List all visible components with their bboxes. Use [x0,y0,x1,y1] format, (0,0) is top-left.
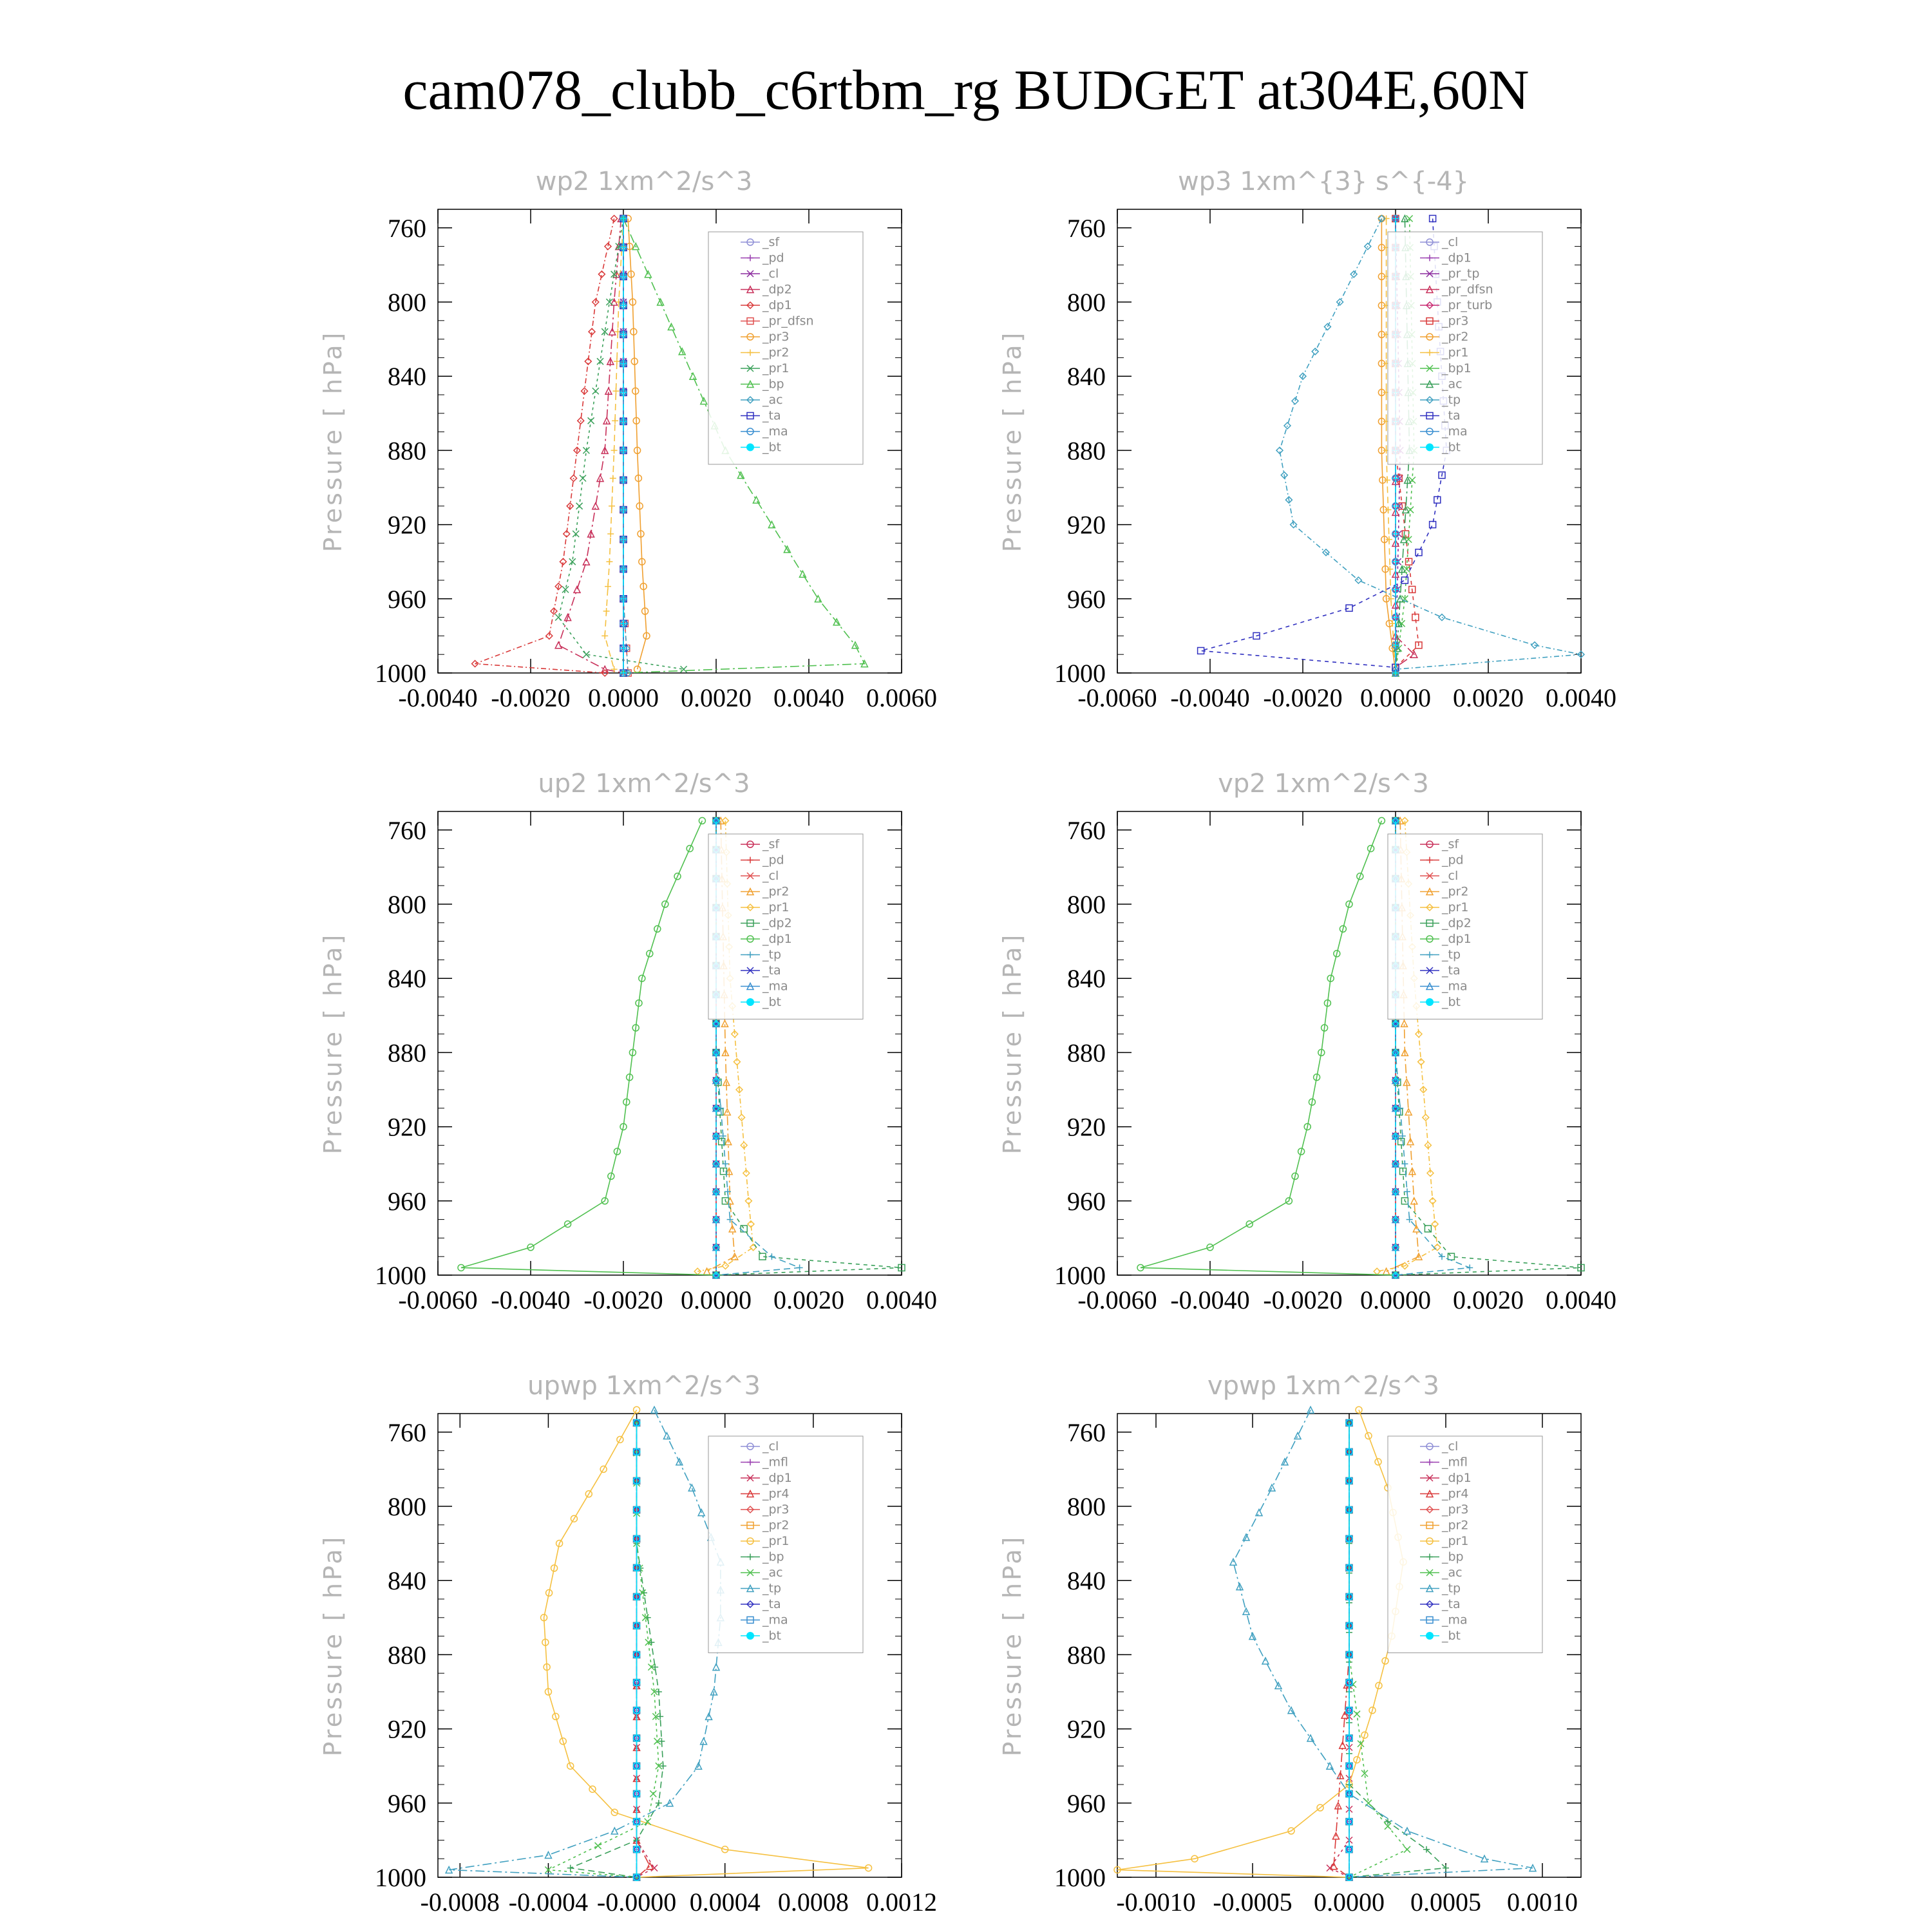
data-point [1481,1855,1488,1862]
series-pr3 [625,215,650,672]
panel-4 [998,769,1616,1314]
legend-label: _pr2 [762,1518,790,1533]
series-line [1141,820,1396,1275]
legend-label: _cl [1442,869,1459,883]
legend-label: _pd [762,853,784,867]
y-tick-label: 1000 [375,659,426,688]
legend-label: _ta [1442,1597,1461,1611]
legend-label: _dp1 [762,1471,792,1485]
data-point [688,1484,695,1491]
legend-label: _tp [1442,393,1461,407]
panel-title: vpwp 1xm^2/s^3 [1207,1371,1440,1401]
legend-label: _tp [1442,947,1461,962]
x-tick-label: 0.0040 [773,683,844,712]
legend-label: _ac [1442,1566,1463,1580]
y-tick-label: 800 [388,288,426,317]
x-tick-label: -0.0005 [1213,1888,1293,1917]
panel-1 [319,167,937,712]
legend-label: _dp2 [1442,916,1472,931]
legend-label: _bt [1442,1629,1461,1643]
legend-label: _bt [762,1629,782,1643]
legend-label: _pr1 [1442,1534,1469,1548]
legend-label: _pr2 [1442,884,1469,899]
data-point [1430,522,1436,528]
data-point [583,558,589,565]
data-point [605,583,611,590]
legend-marker [1426,998,1434,1006]
data-point [610,475,616,482]
legend [708,1436,863,1653]
y-tick-label: 760 [1067,815,1106,845]
legend-label: _bt [762,440,782,455]
y-tick-label: 840 [388,964,426,994]
panel-title: wp2 1xm^2/s^3 [535,167,753,196]
data-point [652,1664,658,1671]
y-axis-label: Pressure [ hPa] [998,932,1027,1155]
legend-label: _tp [762,1581,782,1596]
y-tick-label: 960 [1067,1186,1106,1216]
y-tick-label: 920 [388,1112,426,1142]
legend-label: _pr3 [762,330,790,344]
x-tick-label: 0.0000 [1360,683,1431,712]
x-tick-label: -0.0040 [491,1285,571,1314]
data-point [555,614,562,621]
legend-label: _bp1 [1442,361,1472,375]
y-tick-label: 800 [388,890,426,919]
legend-label: _dp2 [762,282,792,297]
y-tick-label: 1000 [1054,1863,1106,1892]
y-tick-label: 840 [388,1566,426,1596]
data-point [595,1842,601,1849]
data-point [609,328,616,335]
panel-title: up2 1xm^2/s^3 [538,769,750,799]
panel-title: vp2 1xm^2/s^3 [1218,769,1429,799]
legend [708,232,863,464]
series-line [475,218,614,673]
x-tick-label: 0.0008 [777,1888,849,1917]
legend-label: _pr1 [762,361,790,375]
legend-label: _tp [1442,1581,1461,1596]
x-tick-label: 0.0040 [866,1285,937,1314]
data-point [603,608,610,614]
series-ac [545,1419,661,1880]
x-tick-label: 0.0012 [866,1888,937,1917]
y-tick-label: 800 [1067,1492,1106,1521]
x-tick-label: -0.0040 [1170,683,1250,712]
y-tick-label: 880 [388,436,426,466]
data-point [1423,1114,1429,1121]
legend-label: _cl [762,1439,779,1454]
data-point [1401,577,1408,583]
legend-label: _pr1 [1442,900,1469,914]
figure-title: cam078_clubb_c6rtbm_rg BUDGET at304E,60N [402,59,1530,122]
data-point [1354,1711,1360,1718]
legend-label: _bt [1442,995,1461,1009]
data-point [609,503,615,509]
y-tick-label: 960 [1067,1788,1106,1818]
data-point [815,596,821,602]
data-point [607,531,614,537]
legend-label: _pr_tp [1442,267,1480,281]
y-tick-label: 920 [1067,1112,1106,1142]
legend-label: _pr4 [1442,1486,1469,1501]
series-ac [620,215,631,676]
data-point [1327,1763,1333,1769]
y-tick-label: 880 [1067,436,1106,466]
legend [1388,1436,1542,1653]
data-point [580,475,586,482]
x-tick-label: -0.0060 [398,1285,478,1314]
legend-label: _ac [762,1566,783,1580]
y-tick-label: 960 [388,584,426,614]
legend-label: _pr2 [762,884,790,899]
y-tick-label: 1000 [1054,659,1106,688]
x-tick-label: -0.0060 [1077,683,1157,712]
x-tick-label: 0.0060 [866,683,937,712]
x-tick-label: 0.0000 [1314,1888,1385,1917]
x-tick-label: -0.0020 [583,1285,663,1314]
legend-label: _pr_turb [1442,298,1493,312]
y-tick-label: 1000 [1054,1261,1106,1290]
legend-label: _pr2 [1442,1518,1469,1533]
panel-6 [998,1371,1581,1917]
panel-3 [319,769,937,1314]
data-point [797,1264,803,1271]
legend-label: _ma [1442,1613,1468,1627]
y-axis-label: Pressure [ hPa] [998,1534,1027,1757]
legend-label: _bt [1442,440,1461,455]
legend-label: _bt [762,995,782,1009]
legend-marker [1426,1632,1434,1640]
series-dp1 [472,215,618,676]
data-point [1389,620,1396,627]
series-dp2 [555,215,627,676]
legend-label: _dp1 [762,932,792,946]
legend-marker [746,444,754,451]
y-tick-label: 840 [388,362,426,392]
y-axis-label: Pressure [ hPa] [319,1534,347,1757]
series-line [449,1410,721,1877]
data-point [768,1253,775,1260]
legend-label: _mfl [762,1455,788,1470]
data-point [574,586,580,592]
legend-label: _pr3 [1442,314,1469,328]
legend-label: _ta [762,408,781,423]
x-tick-label: -0.0000 [596,1888,677,1917]
legend-label: _dp1 [1442,251,1472,265]
y-tick-label: 960 [388,1788,426,1818]
y-tick-label: 760 [388,213,426,243]
y-tick-label: 880 [1067,1640,1106,1670]
data-point [576,503,583,509]
x-tick-label: 0.0000 [681,1285,752,1314]
series-pr2 [601,215,627,672]
x-tick-label: 0.0020 [681,683,752,712]
series-dp1 [1327,1419,1352,1880]
y-tick-label: 840 [1067,1566,1106,1596]
legend-label: _ta [762,963,781,978]
series-line [637,1423,654,1877]
data-point [569,558,576,565]
legend-label: _dp1 [762,298,792,312]
legend-label: _ma [1442,979,1468,994]
legend-label: _ac [1442,377,1463,392]
legend-label: _ma [762,979,788,994]
x-tick-label: -0.0040 [398,683,478,712]
data-point [611,447,618,453]
series-line [1117,1410,1403,1877]
legend-marker [746,1632,754,1640]
legend-label: _tp [762,947,782,962]
data-point [768,522,775,528]
data-point [592,388,599,394]
legend-label: _dp1 [1442,932,1472,946]
y-tick-label: 1000 [375,1261,426,1290]
x-tick-label: 0.0004 [689,1888,761,1917]
legend [1388,834,1542,1019]
legend-label: _mfl [1442,1455,1468,1470]
series-line [628,218,647,669]
y-axis-label: Pressure [ hPa] [998,330,1027,553]
y-tick-label: 880 [1067,1038,1106,1068]
series-pr1 [1114,1406,1406,1880]
legend-label: _cl [762,869,779,883]
data-point [1416,549,1422,556]
data-point [614,358,620,365]
data-point [1312,348,1318,355]
data-point [611,1828,618,1834]
data-point [1404,1828,1410,1834]
legend-label: _ac [762,393,783,407]
legend-label: _pr2 [1442,330,1469,344]
series-line [623,218,628,673]
x-tick-label: -0.0020 [491,683,571,712]
y-tick-label: 760 [388,815,426,845]
y-tick-label: 840 [1067,362,1106,392]
y-tick-label: 760 [1067,1417,1106,1447]
y-tick-label: 920 [1067,510,1106,540]
data-point [612,417,618,424]
y-tick-label: 920 [388,510,426,540]
legend-marker [746,998,754,1006]
data-point [1346,605,1352,611]
data-point [588,417,594,424]
data-point [1294,1433,1301,1439]
legend-label: _dp1 [1442,1471,1472,1485]
x-tick-label: 0.0040 [1546,1285,1616,1314]
legend-label: _pr3 [1442,1502,1469,1517]
data-point [641,1589,647,1596]
legend-label: _sf [762,235,780,249]
legend-label: _pr3 [762,1502,790,1517]
data-point [690,373,696,379]
x-tick-label: -0.0010 [1116,1888,1196,1917]
legend-marker [1426,444,1434,451]
x-tick-label: -0.0020 [1263,683,1343,712]
legend-label: _ta [1442,408,1461,423]
data-point [753,497,759,503]
x-tick-label: 0.0020 [1453,683,1524,712]
data-point [656,1800,662,1806]
series-dp1 [458,817,719,1278]
series-line [548,1423,658,1877]
legend-label: _bp [1442,1549,1464,1564]
data-point [606,558,612,565]
series-line [558,218,623,673]
x-tick-label: 0.0000 [1360,1285,1431,1314]
data-point [1355,577,1361,583]
series-tp [446,1406,724,1880]
series-pr1 [555,215,687,672]
y-axis-label: Pressure [ hPa] [319,330,347,553]
legend-label: _ma [762,424,788,439]
x-tick-label: -0.0004 [508,1888,589,1917]
data-point [741,1226,747,1232]
y-tick-label: 1000 [375,1863,426,1892]
x-tick-label: 0.0020 [773,1285,844,1314]
data-point [1466,1264,1473,1271]
y-tick-label: 760 [388,1417,426,1447]
y-tick-label: 960 [1067,584,1106,614]
data-point [601,632,608,639]
series-bp [567,1419,667,1880]
legend-label: _ma [762,1613,788,1627]
y-tick-label: 760 [1067,213,1106,243]
x-tick-label: 0.0010 [1507,1888,1578,1917]
legend-label: _cl [762,267,779,281]
panel-2 [998,167,1616,712]
x-tick-label: 0.0000 [588,683,659,712]
y-axis-label: Pressure [ hPa] [319,932,347,1155]
y-tick-label: 800 [1067,288,1106,317]
data-point [650,1790,656,1797]
legend-label: _pr_dfsn [1442,282,1493,297]
y-tick-label: 920 [388,1714,426,1744]
legend-label: _dp2 [762,916,792,931]
x-tick-label: -0.0060 [1077,1285,1157,1314]
y-tick-label: 880 [388,1640,426,1670]
legend-label: _pr1 [762,1534,790,1548]
x-tick-label: 0.0040 [1546,683,1616,712]
legend-label: _pr2 [762,345,790,360]
data-point [1307,1735,1314,1741]
legend-label: _pd [762,251,784,265]
legend [1388,232,1542,464]
legend-label: _pr4 [762,1486,790,1501]
series-line [461,820,716,1275]
legend-label: _pr1 [1442,345,1469,360]
x-tick-label: 0.0020 [1453,1285,1524,1314]
data-point [567,1865,574,1871]
legend-label: _cl [1442,235,1459,249]
y-tick-label: 840 [1067,964,1106,994]
data-point [1404,1846,1410,1853]
data-point [555,642,562,649]
data-point [799,571,806,577]
legend-label: _bp [762,377,784,392]
y-tick-label: 800 [388,1492,426,1521]
data-point [663,1433,670,1439]
x-tick-label: -0.0008 [420,1888,500,1917]
data-point [562,586,569,592]
series-dp1 [1137,817,1399,1278]
data-point [611,666,618,672]
legend-label: _ta [1442,963,1461,978]
data-point [739,1114,745,1121]
x-tick-label: -0.0020 [1263,1285,1343,1314]
legend-label: _ta [762,1597,781,1611]
legend-label: _pr_dfsn [762,314,814,328]
panel-title: wp3 1xm^{3} s^{-4} [1177,167,1470,196]
data-point [612,388,619,394]
panel-title: upwp 1xm^2/s^3 [527,1371,761,1401]
legend-label: _bp [762,1549,784,1564]
x-tick-label: -0.0040 [1170,1285,1250,1314]
legend-label: _sf [762,837,780,851]
data-point [1340,1742,1346,1748]
series-pr_dfsn [620,215,631,676]
data-point [1262,1658,1269,1664]
legend-label: _pd [1442,853,1464,867]
legend-label: _pr1 [762,900,790,914]
y-tick-label: 880 [388,1038,426,1068]
data-point [545,1852,551,1858]
x-tick-label: 0.0005 [1410,1888,1481,1917]
legend-label: _ma [1442,424,1468,439]
data-point [1256,1510,1262,1516]
legend-label: _sf [1442,837,1459,851]
legend [708,834,863,1019]
y-tick-label: 920 [1067,1714,1106,1744]
panel-5 [319,1371,937,1917]
y-tick-label: 960 [388,1186,426,1216]
y-tick-label: 800 [1067,890,1106,919]
legend-label: _cl [1442,1439,1459,1454]
